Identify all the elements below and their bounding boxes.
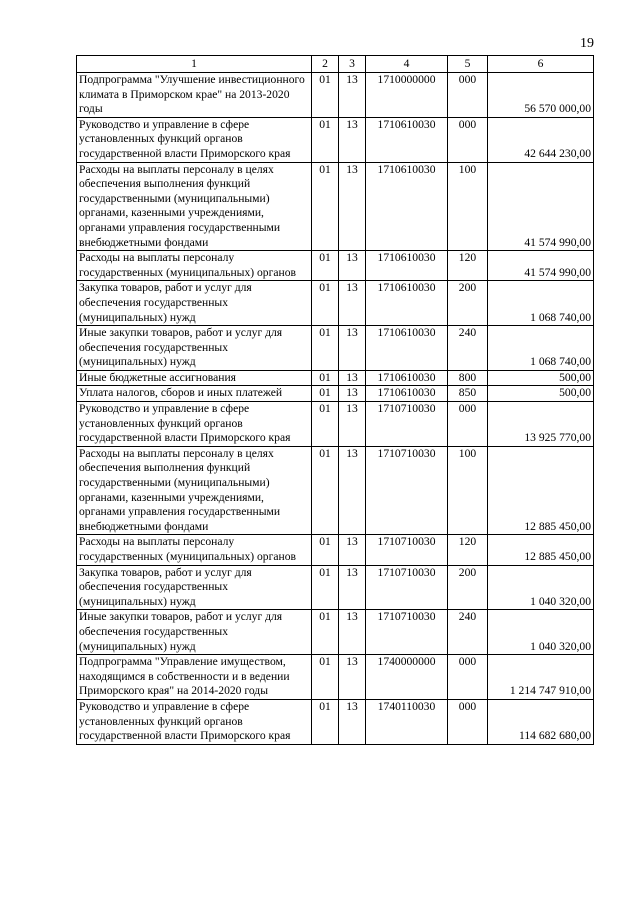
- row-section-cell: 01: [312, 699, 339, 744]
- row-expense-type-cell: 000: [448, 402, 488, 447]
- row-name-cell: Иные закупки товаров, работ и услуг для обеспечения государственных (муниципальных) нужд: [77, 610, 312, 655]
- row-amount-cell: 42 644 230,00: [488, 117, 594, 162]
- row-subsection-cell: 13: [339, 326, 366, 371]
- row-section-cell: 01: [312, 281, 339, 326]
- table-row: [77, 370, 594, 386]
- row-name-cell: Закупка товаров, работ и услуг для обеспечения государственных (муниципальных) нужд: [77, 281, 312, 326]
- row-name-cell: Подпрограмма "Управление имуществом, находящимся в собственности и в ведении Приморского края" на 2014-2020 годы: [77, 655, 312, 700]
- row-expense-type-cell: 240: [448, 610, 488, 655]
- row-subsection-cell: 13: [339, 565, 366, 610]
- row-target-code-cell: 1710610030: [366, 162, 448, 251]
- row-name-cell: Закупка товаров, работ и услуг для обеспечения государственных (муниципальных) нужд: [77, 565, 312, 610]
- row-target-code-cell: 1710610030: [366, 326, 448, 371]
- row-expense-type-cell: 200: [448, 281, 488, 326]
- row-section-cell: 01: [312, 446, 339, 535]
- row-target-code-cell: 1710710030: [366, 565, 448, 610]
- row-target-code-cell: 1710610030: [366, 251, 448, 281]
- row-subsection-cell: 13: [339, 73, 366, 118]
- row-amount-cell: 12 885 450,00: [488, 535, 594, 565]
- row-target-code-cell: 1710000000: [366, 73, 448, 118]
- row-subsection-cell: 13: [339, 117, 366, 162]
- row-amount-cell: 1 068 740,00: [488, 326, 594, 371]
- row-expense-type-cell: 120: [448, 251, 488, 281]
- row-subsection-cell: 13: [339, 699, 366, 744]
- row-section-cell: 01: [312, 162, 339, 251]
- row-amount-cell: 1 040 320,00: [488, 565, 594, 610]
- table-row: [77, 73, 594, 118]
- column-header-5: 5: [448, 56, 488, 73]
- row-name-cell: Расходы на выплаты персоналу в целях обеспечения выполнения функций государственными (муниципальными) органами, казенными учреждениями, органами управления государственными внебюджетными фондами: [77, 446, 312, 535]
- row-amount-cell: 1 068 740,00: [488, 281, 594, 326]
- row-name-cell: Подпрограмма "Улучшение инвестиционного климата в Приморском крае" на 2013-2020 годы: [77, 73, 312, 118]
- table-row: [77, 699, 594, 744]
- row-subsection-cell: 13: [339, 281, 366, 326]
- table-row: [77, 162, 594, 251]
- table-row: [77, 251, 594, 281]
- row-target-code-cell: 1710610030: [366, 281, 448, 326]
- row-section-cell: 01: [312, 535, 339, 565]
- table-row: [77, 326, 594, 371]
- row-name-cell: Уплата налогов, сборов и иных платежей: [77, 386, 312, 402]
- row-name-cell: Иные закупки товаров, работ и услуг для обеспечения государственных (муниципальных) нужд: [77, 326, 312, 371]
- table-body: [77, 73, 594, 745]
- row-amount-cell: 41 574 990,00: [488, 251, 594, 281]
- row-expense-type-cell: 100: [448, 446, 488, 535]
- row-subsection-cell: 13: [339, 386, 366, 402]
- row-target-code-cell: 1740110030: [366, 699, 448, 744]
- table-row: [77, 655, 594, 700]
- row-section-cell: 01: [312, 370, 339, 386]
- row-subsection-cell: 13: [339, 535, 366, 565]
- column-header-4: 4: [366, 56, 448, 73]
- table-row: [77, 610, 594, 655]
- row-amount-cell: 1 040 320,00: [488, 610, 594, 655]
- column-header-6: 6: [488, 56, 594, 73]
- row-target-code-cell: 1710610030: [366, 386, 448, 402]
- row-amount-cell: 12 885 450,00: [488, 446, 594, 535]
- table-row: [77, 535, 594, 565]
- row-subsection-cell: 13: [339, 251, 366, 281]
- row-target-code-cell: 1710710030: [366, 535, 448, 565]
- table-row: [77, 446, 594, 535]
- row-name-cell: Руководство и управление в сфере установленных функций органов государственной власти Приморского края: [77, 117, 312, 162]
- row-target-code-cell: 1710710030: [366, 446, 448, 535]
- row-section-cell: 01: [312, 565, 339, 610]
- row-expense-type-cell: 000: [448, 655, 488, 700]
- row-amount-cell: 500,00: [488, 386, 594, 402]
- table-row: [77, 386, 594, 402]
- row-name-cell: Расходы на выплаты персоналу в целях обеспечения выполнения функций государственными (муниципальными) органами, казенными учреждениями, органами управления государственными внебюджетными фондами: [77, 162, 312, 251]
- table-row: [77, 402, 594, 447]
- row-expense-type-cell: 000: [448, 73, 488, 118]
- row-target-code-cell: 1710710030: [366, 402, 448, 447]
- row-amount-cell: 13 925 770,00: [488, 402, 594, 447]
- row-section-cell: 01: [312, 655, 339, 700]
- row-expense-type-cell: 120: [448, 535, 488, 565]
- row-section-cell: 01: [312, 117, 339, 162]
- row-amount-cell: 41 574 990,00: [488, 162, 594, 251]
- table-row: [77, 281, 594, 326]
- row-section-cell: 01: [312, 326, 339, 371]
- column-header-1: 1: [77, 56, 312, 73]
- row-subsection-cell: 13: [339, 610, 366, 655]
- row-expense-type-cell: 000: [448, 117, 488, 162]
- row-name-cell: Руководство и управление в сфере установленных функций органов государственной власти Приморского края: [77, 402, 312, 447]
- row-name-cell: Иные бюджетные ассигнования: [77, 370, 312, 386]
- table-row: [77, 117, 594, 162]
- row-expense-type-cell: 200: [448, 565, 488, 610]
- row-amount-cell: 500,00: [488, 370, 594, 386]
- budget-table: [76, 55, 594, 745]
- row-name-cell: Расходы на выплаты персоналу государственных (муниципальных) органов: [77, 535, 312, 565]
- row-target-code-cell: 1740000000: [366, 655, 448, 700]
- row-name-cell: Руководство и управление в сфере установленных функций органов государственной власти Приморского края: [77, 699, 312, 744]
- row-expense-type-cell: 800: [448, 370, 488, 386]
- row-name-cell: Расходы на выплаты персоналу государственных (муниципальных) органов: [77, 251, 312, 281]
- row-target-code-cell: 1710610030: [366, 117, 448, 162]
- row-subsection-cell: 13: [339, 370, 366, 386]
- header-row: [77, 56, 594, 73]
- row-subsection-cell: 13: [339, 162, 366, 251]
- table-row: [77, 565, 594, 610]
- row-subsection-cell: 13: [339, 402, 366, 447]
- column-header-3: 3: [339, 56, 366, 73]
- row-subsection-cell: 13: [339, 446, 366, 535]
- row-section-cell: 01: [312, 402, 339, 447]
- row-amount-cell: 114 682 680,00: [488, 699, 594, 744]
- row-subsection-cell: 13: [339, 655, 366, 700]
- row-section-cell: 01: [312, 386, 339, 402]
- page-number: 19: [580, 36, 594, 51]
- row-section-cell: 01: [312, 73, 339, 118]
- row-expense-type-cell: 240: [448, 326, 488, 371]
- row-section-cell: 01: [312, 610, 339, 655]
- row-expense-type-cell: 000: [448, 699, 488, 744]
- row-expense-type-cell: 100: [448, 162, 488, 251]
- row-amount-cell: 1 214 747 910,00: [488, 655, 594, 700]
- row-section-cell: 01: [312, 251, 339, 281]
- row-amount-cell: 56 570 000,00: [488, 73, 594, 118]
- row-target-code-cell: 1710710030: [366, 610, 448, 655]
- row-expense-type-cell: 850: [448, 386, 488, 402]
- column-header-2: 2: [312, 56, 339, 73]
- row-target-code-cell: 1710610030: [366, 370, 448, 386]
